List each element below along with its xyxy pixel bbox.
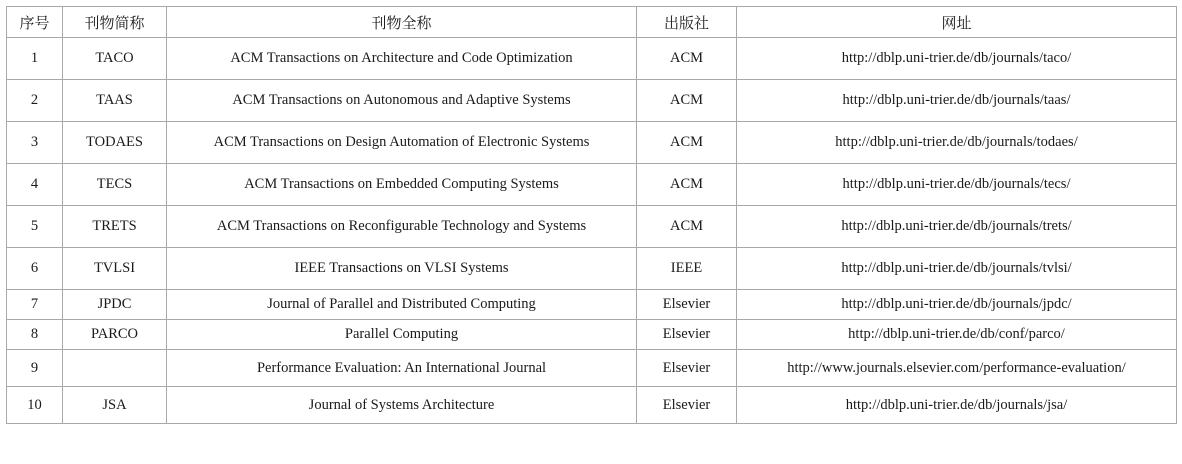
cell-publisher: Elsevier (637, 387, 737, 424)
cell-no: 10 (7, 387, 63, 424)
cell-url[interactable]: http://dblp.uni-trier.de/db/journals/taas/ (737, 80, 1177, 122)
cell-full-name: Journal of Systems Architecture (167, 387, 637, 424)
cell-abbr (63, 350, 167, 387)
cell-publisher: Elsevier (637, 290, 737, 320)
cell-abbr: JPDC (63, 290, 167, 320)
cell-abbr: JSA (63, 387, 167, 424)
table-header-row (7, 7, 1177, 38)
cell-no: 8 (7, 320, 63, 350)
cell-url[interactable]: http://dblp.uni-trier.de/db/journals/jsa/ (737, 387, 1177, 424)
column-header-abbr: 刊物简称 (63, 7, 167, 38)
cell-full-name: Parallel Computing (167, 320, 637, 350)
table-row (7, 122, 1177, 164)
cell-abbr: TVLSI (63, 248, 167, 290)
table-row (7, 80, 1177, 122)
column-header-full: 刊物全称 (167, 7, 637, 38)
cell-no: 6 (7, 248, 63, 290)
column-header-publisher: 出版社 (637, 7, 737, 38)
cell-no: 9 (7, 350, 63, 387)
table-row (7, 387, 1177, 424)
cell-publisher: ACM (637, 206, 737, 248)
cell-abbr: TAAS (63, 80, 167, 122)
table-row (7, 164, 1177, 206)
table-row (7, 350, 1177, 387)
table-header (7, 7, 1177, 38)
cell-publisher: Elsevier (637, 320, 737, 350)
cell-full-name: IEEE Transactions on VLSI Systems (167, 248, 637, 290)
table-row (7, 206, 1177, 248)
cell-no: 3 (7, 122, 63, 164)
cell-url[interactable]: http://dblp.uni-trier.de/db/journals/taco/ (737, 38, 1177, 80)
cell-full-name: ACM Transactions on Architecture and Code Optimization (167, 38, 637, 80)
cell-abbr: PARCO (63, 320, 167, 350)
cell-url[interactable]: http://dblp.uni-trier.de/db/journals/jpdc/ (737, 290, 1177, 320)
cell-publisher: ACM (637, 38, 737, 80)
cell-full-name: Journal of Parallel and Distributed Computing (167, 290, 637, 320)
cell-publisher: IEEE (637, 248, 737, 290)
cell-abbr: TRETS (63, 206, 167, 248)
cell-abbr: TODAES (63, 122, 167, 164)
cell-url[interactable]: http://dblp.uni-trier.de/db/journals/tecs/ (737, 164, 1177, 206)
table-row (7, 38, 1177, 80)
cell-no: 1 (7, 38, 63, 80)
cell-publisher: ACM (637, 164, 737, 206)
cell-url[interactable]: http://dblp.uni-trier.de/db/journals/tvlsi/ (737, 248, 1177, 290)
cell-publisher: Elsevier (637, 350, 737, 387)
cell-url[interactable]: http://dblp.uni-trier.de/db/journals/todaes/ (737, 122, 1177, 164)
column-header-no: 序号 (7, 7, 63, 38)
cell-no: 7 (7, 290, 63, 320)
journal-table (6, 6, 1177, 424)
cell-full-name: ACM Transactions on Embedded Computing Systems (167, 164, 637, 206)
cell-full-name: Performance Evaluation: An International Journal (167, 350, 637, 387)
cell-publisher: ACM (637, 80, 737, 122)
table-row (7, 320, 1177, 350)
column-header-url: 网址 (737, 7, 1177, 38)
cell-full-name: ACM Transactions on Autonomous and Adaptive Systems (167, 80, 637, 122)
cell-url[interactable]: http://www.journals.elsevier.com/performance-evaluation/ (737, 350, 1177, 387)
cell-abbr: TECS (63, 164, 167, 206)
table-row (7, 248, 1177, 290)
cell-full-name: ACM Transactions on Design Automation of Electronic Systems (167, 122, 637, 164)
table-body (7, 38, 1177, 424)
cell-no: 5 (7, 206, 63, 248)
cell-no: 2 (7, 80, 63, 122)
journal-table-container (0, 6, 1182, 424)
cell-full-name: ACM Transactions on Reconfigurable Technology and Systems (167, 206, 637, 248)
cell-no: 4 (7, 164, 63, 206)
cell-publisher: ACM (637, 122, 737, 164)
cell-abbr: TACO (63, 38, 167, 80)
table-row (7, 290, 1177, 320)
cell-url[interactable]: http://dblp.uni-trier.de/db/conf/parco/ (737, 320, 1177, 350)
cell-url[interactable]: http://dblp.uni-trier.de/db/journals/trets/ (737, 206, 1177, 248)
